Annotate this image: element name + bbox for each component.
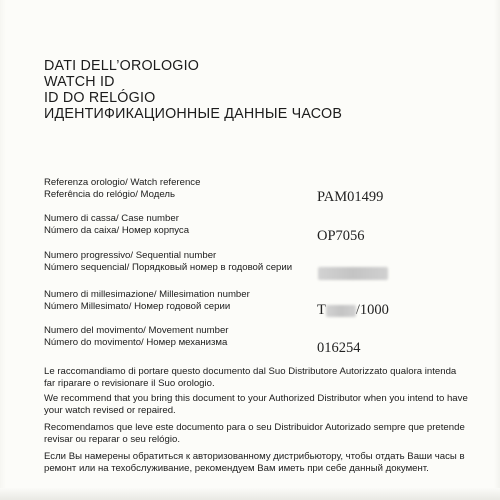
paragraph-italian: Le raccomandiamo di portare questo documento dal Suo Distributore Autorizzato qualora intenda far riparare o revisionare il Suo orologio. [44, 366, 457, 389]
reference-value: PAM01499 [317, 189, 384, 205]
case-number-field-label: Numero di cassa/ Case number Número da caixa/ Номер корпуса [44, 213, 190, 236]
title-english: WATCH ID [44, 74, 115, 90]
sequential-number-field-label: Numero progressivo/ Sequential number Número sequencial/ Порядковый номер в годовой серии [44, 250, 293, 273]
redacted-sequential-number [318, 267, 388, 280]
paragraph-portuguese: Recomendamos que leve este documento para o seu Distribuidor Autorizado sempre que pretende revisar ou reparar o seu relógio. [44, 422, 465, 445]
millesimation-number-value: T /1000 [317, 302, 389, 318]
movement-number-field-label: Numero del movimento/ Movement number Número do movimento/ Номер механизма [44, 325, 229, 348]
movement-number-value: 016254 [317, 340, 361, 356]
title-russian: ИДЕНТИФИКАЦИОННЫЕ ДАННЫЕ ЧАСОВ [44, 106, 343, 122]
title-italian: DATI DELL’OROLOGIO [44, 58, 200, 74]
reference-field-label: Referenza orologio/ Watch reference Referência do relógio/ Модель [44, 177, 201, 200]
millesimation-field-label: Numero di millesimazione/ Millesimation number Número Millesimato/ Номер годовой серии [44, 289, 250, 312]
case-number-value: OP7056 [317, 228, 365, 244]
paragraph-russian: Если Вы намерены обратиться к авторизованному дистрибьютору, чтобы отдать Ваши часы в ремонт или на техобслуживание, рекомендуем Вам иметь при себе данный документ. [44, 451, 465, 474]
title-portuguese: ID DO RELÓGIO [44, 90, 156, 106]
redacted-millesimation-digits [326, 305, 356, 317]
page-bottom-edge [0, 488, 500, 500]
sequential-number-value [318, 265, 388, 282]
document-title-block [44, 58, 342, 122]
paragraph-english: We recommend that you bring this document to your Authorized Distributor when you intend to have your watch revised or repaired. [44, 393, 468, 416]
